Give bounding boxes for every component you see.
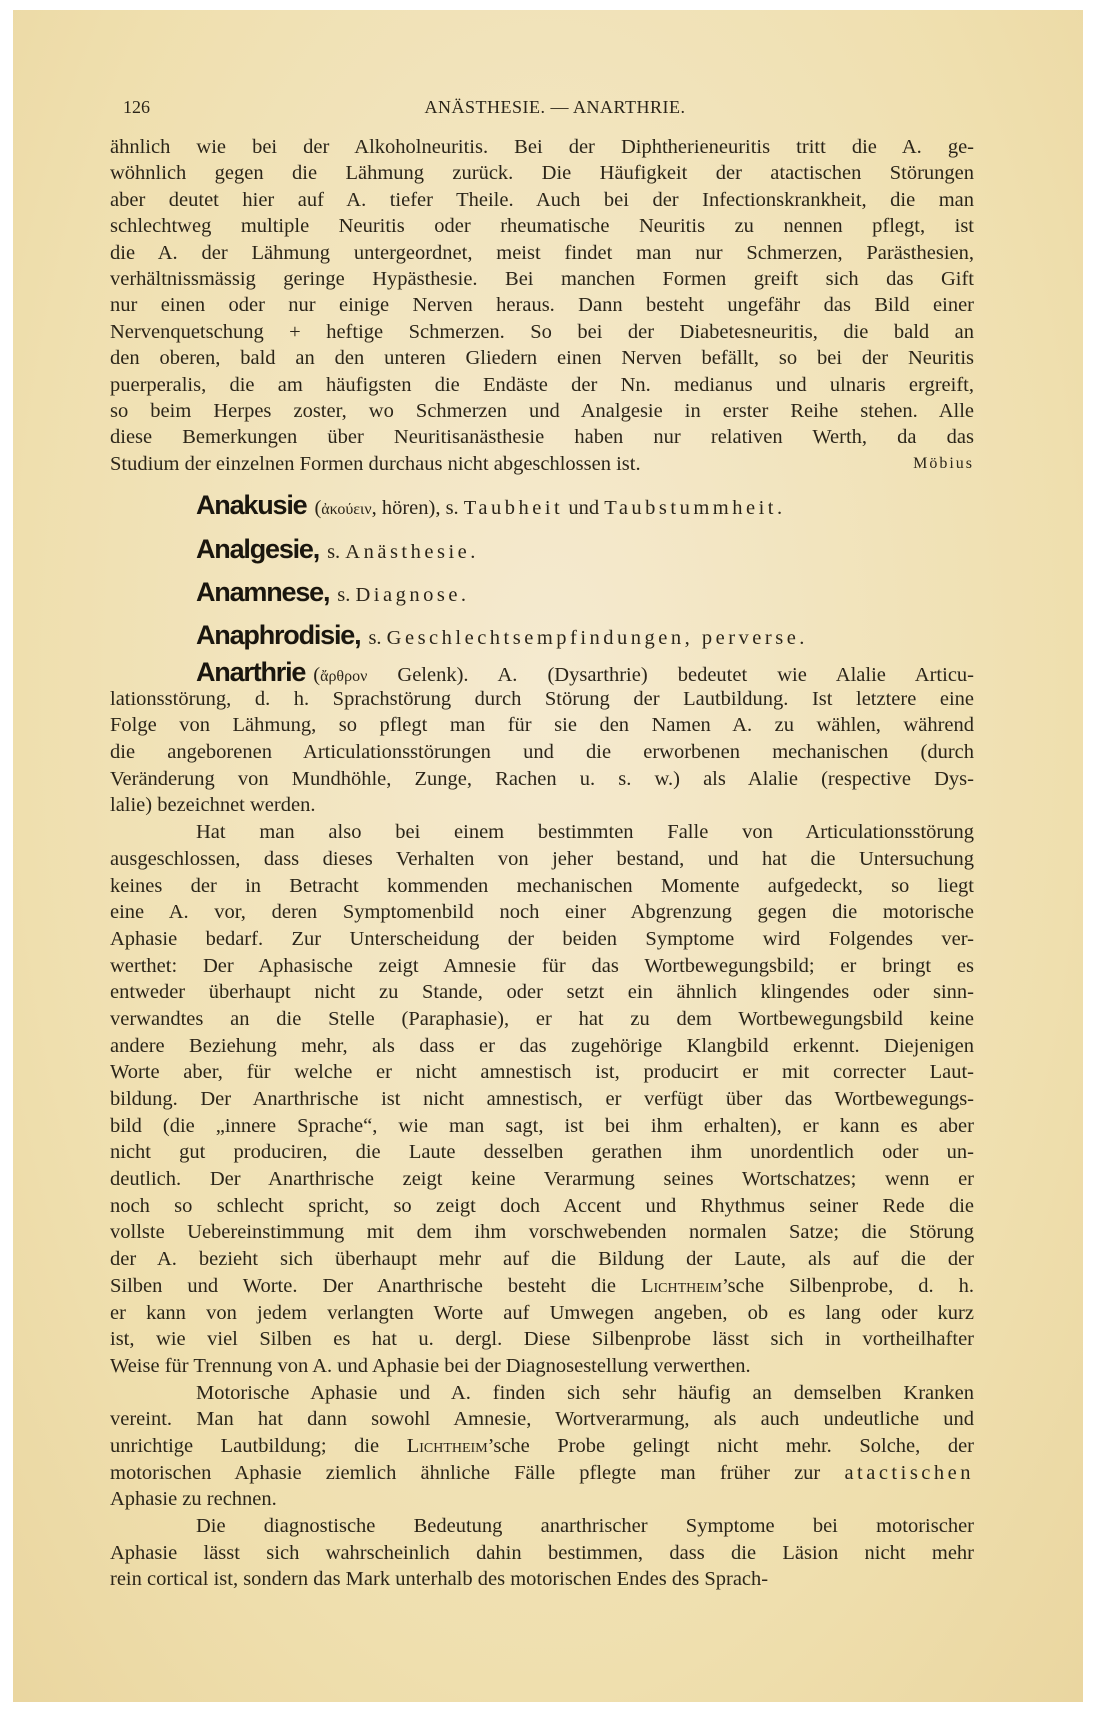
headword: Anamnese,	[196, 577, 330, 607]
text-line	[110, 451, 974, 477]
text-line: die A. der Lähmung untergeordnet, meist findet man nur Schmerzen, Parästhesien,	[110, 241, 974, 264]
author-name: Lichtheim	[640, 1274, 722, 1297]
text-line: andere Beziehung mehr, als dass er das zugehörige Klangbild erkennt. Diejenigen	[110, 1034, 974, 1057]
text-line	[110, 1273, 974, 1300]
text-line: entweder überhaupt nicht zu Stande, oder setzt ein ähnlich klingendes oder sinn-	[110, 981, 974, 1004]
text-line: schlechtweg multiple Neuritis oder rheumatische Neuritis zu nennen pflegt, ist	[110, 215, 974, 238]
page-number: 126	[123, 97, 150, 117]
text-segment: und	[563, 497, 605, 519]
text-line: Weise für Trennung von A. und Aphasie bei der Diagnosestellung verwerthen.	[110, 1354, 751, 1377]
text-line: nicht gut produciren, die Laute desselben gerathen ihm unordentlich oder un-	[110, 1141, 974, 1164]
text-line: lalie) bezeichnet werden.	[110, 794, 316, 817]
text-segment: unrichtige Lautbildung; die	[110, 1434, 407, 1457]
text-line: Motorische Aphasie und A. finden sich sehr häufig an demselben Kranken	[196, 1381, 974, 1404]
text-segment: motorischen Aphasie ziemlich ähnliche Fälle pflegte man früher zur	[110, 1461, 845, 1484]
text-line: verwandtes an die Stelle (Paraphasie), er hat zu dem Wortbewegungsbild keine	[110, 1007, 974, 1030]
text-line: werthet: Der Aphasische zeigt Amnesie für das Wortbewegungsbild; er bringt es	[110, 954, 974, 977]
text-line: eine A. vor, deren Symptomenbild noch einer Abgrenzung gegen die motorische	[110, 901, 974, 924]
text-line: diese Bemerkungen über Neuritisanästhesie haben nur relativen Werth, da das	[110, 426, 974, 449]
text-segment: Silben und Worte. Der Anarthrische besteht die	[110, 1274, 641, 1297]
text-segment: ’sche Probe gelingt nicht mehr. Solche, der	[487, 1434, 974, 1457]
headword: Analgesie,	[196, 534, 320, 564]
text-segment: (	[313, 664, 321, 686]
text-line	[110, 1433, 974, 1460]
text-line: Aphasie zu rechnen.	[110, 1488, 277, 1511]
text-line: Die diagnostische Bedeutung anarthrischer Symptome bei motorischer	[196, 1515, 974, 1537]
text-line: die angeborenen Articulationsstörungen und die erworbenen mechanischen (durch	[110, 741, 974, 764]
text-line: Nervenquetschung + heftige Schmerzen. So bei der Diabetesneuritis, die bald an	[110, 320, 974, 343]
continuation-paragraph	[110, 134, 974, 477]
text-segment: s.	[327, 541, 346, 563]
text-line: Aphasie bedarf. Zur Unterscheidung der beiden Symptome wird Folgendes ver-	[110, 927, 974, 950]
text-line: bildung. Der Anarthrische ist nicht amnestisch, er verfügt über das Wortbewegungs-	[110, 1088, 974, 1110]
text-line: ausgeschlossen, dass dieses Verhalten von jeher bestand, und hat die Untersuchung	[110, 847, 974, 870]
text-line: Veränderung von Mundhöhle, Zunge, Rachen u. s. w.) als Alalie (respective Dys-	[110, 767, 974, 790]
text-line: ist, wie viel Silben es hat u. dergl. Diese Silbenprobe lässt sich in vortheilhafter	[110, 1328, 974, 1351]
text-line: Folge von Lähmung, so pflegt man für sie den Namen A. zu wählen, während	[110, 714, 974, 737]
text-segment: Studium der einzelnen Formen durchaus nicht abgeschlossen ist.	[110, 452, 641, 475]
author-name: Lichtheim	[406, 1434, 488, 1457]
dictionary-entry	[196, 532, 479, 566]
text-line: deutlich. Der Anarthrische zeigt keine Verarmung seines Wortschatzes; wenn er	[110, 1168, 974, 1191]
text-line: vollste Uebereinstimmung mit dem ihm vorschwebenden normalen Satze; die Störung	[110, 1221, 974, 1244]
greek-word: ἄρθρον	[320, 668, 368, 685]
spaced-reference: Taubheit	[463, 497, 564, 519]
spaced-reference: atactischen	[844, 1461, 974, 1484]
text-line: rein cortical ist, sondern das Mark unterhalb des motorischen Endes des Sprach-	[110, 1568, 769, 1591]
spaced-reference: Anästhesie.	[345, 541, 479, 563]
text-line: wöhnlich gegen die Lähmung zurück. Die Häufigkeit der atactischen Störungen	[110, 162, 974, 185]
entry-text	[327, 541, 479, 563]
headword: Anakusie	[196, 490, 307, 520]
text-line: nur einen oder nur einige Nerven heraus. Dann besteht ungefähr das Bild einer	[110, 294, 974, 317]
text-line: Aphasie lässt sich wahrscheinlich dahin bestimmen, dass die Läsion nicht mehr	[110, 1541, 974, 1564]
text-line: der A. bezieht sich überhaupt mehr auf die Bildung der Laute, als auf die der	[110, 1248, 974, 1271]
text-line: lationsstörung, d. h. Sprachstörung durch Störung der Lautbildung. Ist letztere eine	[110, 687, 974, 710]
author-signature: Möbius	[913, 454, 974, 472]
entry-anarthrie	[110, 659, 974, 1593]
text-line: den oberen, bald an den unteren Gliedern einen Nerven befällt, so bei der Neuritis	[110, 347, 974, 370]
text-segment: s.	[368, 627, 387, 649]
spaced-reference: Diagnose.	[355, 584, 470, 606]
text-line: puerperalis, die am häufigsten die Endäste der Nn. medianus und ulnaris ergreift,	[110, 373, 974, 396]
text-line: keines der in Betracht kommenden mechanischen Momente aufgedeckt, so liegt	[110, 874, 974, 897]
text-line: Worte aber, für welche er nicht amnestisch ist, producirt er mit correcter Laut-	[110, 1061, 974, 1084]
running-header	[123, 94, 987, 120]
text-line: aber deutet hier auf A. tiefer Theile. Auch bei der Infectionskrankheit, die man	[110, 188, 974, 211]
text-line: bild (die „innere Sprache“, wie man sagt, ist bei ihm erhalten), er kann es aber	[110, 1114, 974, 1137]
entry-text	[337, 584, 469, 606]
spaced-reference: Geschlechtsempfindungen, perverse.	[386, 627, 808, 649]
greek-word: ἀκούειν	[321, 501, 372, 518]
dictionary-entry	[196, 575, 470, 609]
text-line: verhältnissmässig geringe Hypästhesie. Bei manchen Formen greift sich das Gift	[110, 267, 974, 290]
text-line	[110, 1460, 974, 1487]
text-line: vereint. Man hat dann sowohl Amnesie, Wortverarmung, als auch undeutliche und	[110, 1408, 974, 1431]
text-line: Hat man also bei einem bestimmten Falle von Articulationsstörung	[196, 821, 974, 844]
text-line: ähnlich wie bei der Alkoholneuritis. Bei der Diphtherieneuritis tritt die A. ge-	[110, 136, 974, 158]
dictionary-entry	[196, 618, 808, 652]
dictionary-entry	[196, 488, 786, 522]
headword: Anarthrie	[196, 657, 306, 687]
spaced-reference: Taubstummheit.	[604, 497, 786, 519]
entry-text	[313, 664, 974, 686]
text-line: er kann von jedem verlangten Worte auf Umwegen angeben, ob es lang oder kurz	[110, 1301, 974, 1324]
text-segment: s.	[337, 584, 356, 606]
headword: Anaphrodisie,	[196, 620, 361, 650]
text-segment: ’sche Silbenprobe, d. h.	[721, 1274, 974, 1297]
entry-text	[368, 627, 808, 649]
text-line	[110, 659, 974, 686]
running-title: ANÄSTHESIE. — ANARTHRIE.	[424, 97, 686, 117]
entry-text	[314, 497, 785, 519]
text-line: so beim Herpes zoster, wo Schmerzen und Analgesie in erster Reihe stehen. Alle	[110, 399, 974, 422]
text-line: noch so schlecht spricht, so zeigt doch Accent und Rhythmus seiner Rede die	[110, 1194, 974, 1217]
text-segment: Gelenk). A. (Dysarthrie) bedeutet wie Alalie Articu-	[367, 664, 974, 686]
text-segment: (	[314, 497, 322, 519]
text-segment: , hören), s.	[371, 497, 464, 519]
